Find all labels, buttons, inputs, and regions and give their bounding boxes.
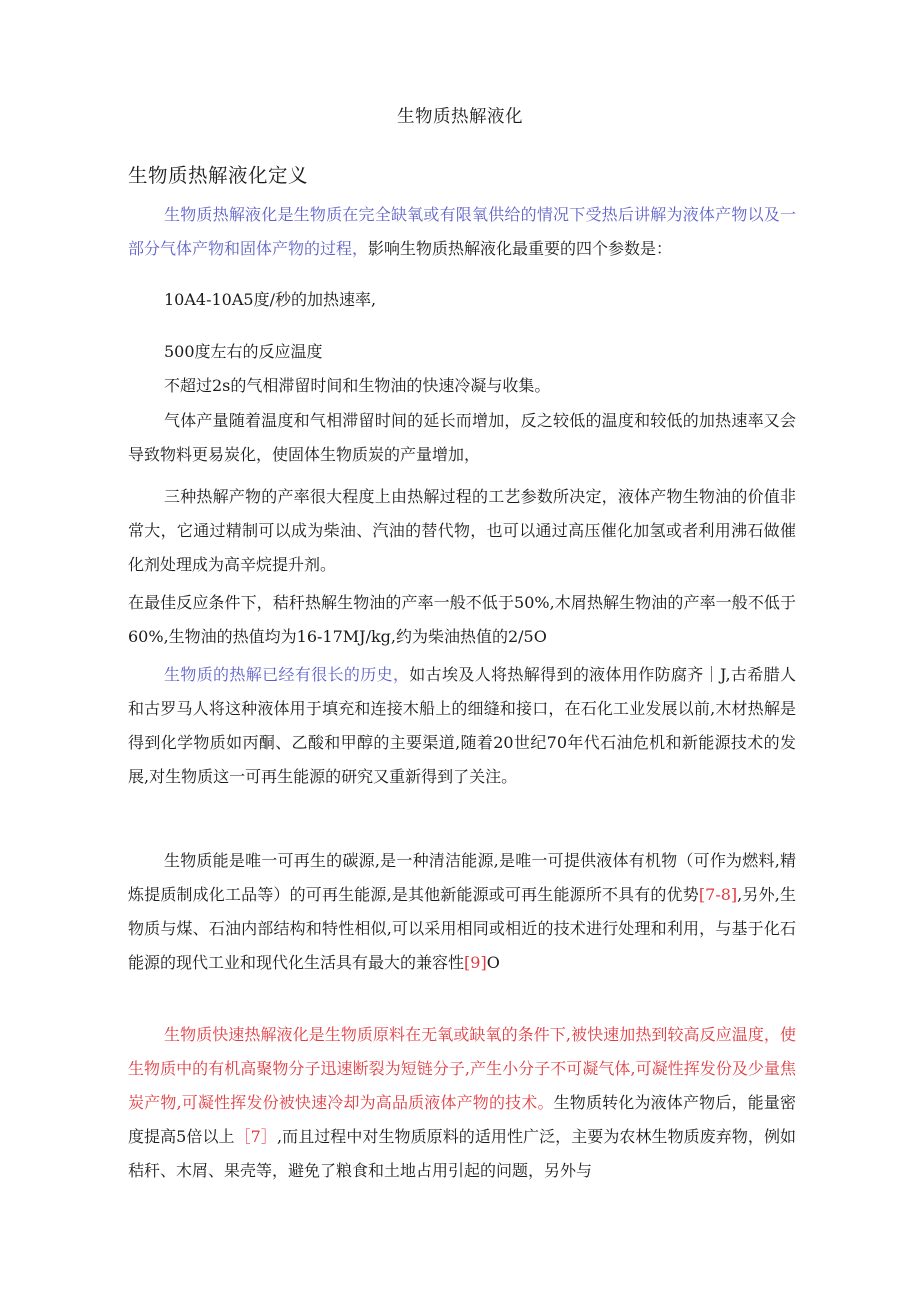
parameter-temperature: 500度左右的反应温度 <box>164 342 323 361</box>
definition-highlight: 生物质热解液化是生物质在完全缺氧或有限氧供给的情况下受热后讲解为液体产物以及一部分气体产物和固体产物的过程， <box>128 205 796 258</box>
citation-7: ［7］ <box>234 1127 277 1146</box>
parameter-heating-rate: 10A4-10A5度/秒的加热速率, <box>164 290 377 309</box>
fast-pyrolysis-text-c: ,而且过程中对生物质原料的适用性广泛，主要为农林生物质废弃物，例如秸秆、木屑、果壳等，避免了粮食和土地占用引起的问题，另外与 <box>128 1127 796 1180</box>
biomass-text-b: ,另外,生物质与煤、石油内部结构和特性相似,可以采用相同或相近的技术进行处理和利用，与基于化石能源的现代工业和现代化生活具有最大的兼容性 <box>128 885 796 972</box>
citation-7-8: [7-8] <box>698 885 738 904</box>
fast-pyrolysis-highlight: 生物质快速热解液化是生物质原料在无氧或缺氧的条件下,被快速加热到较高反应温度，使生物质中的有机高聚物分子迅速断裂为短链分子,产生小分子不可凝气体,可凝性挥发份及少量焦炭产物,可凝性挥发份被快速冷却为高品质液体产物的技术。 <box>128 1025 796 1112</box>
paragraph-fast-pyrolysis <box>128 1018 796 1188</box>
history-rest: 如古埃及人将热解得到的液体用作防腐齐｜J,古希腊人和古罗马人将这种液体用于填充和连接木船上的细缝和接口，在石化工业发展以前,木材热解是得到化学物质如丙酮、乙酸和甲醇的主要渠道,随着20世纪70年代石油危机和新能源技术的发展,对生物质这一可再生能源的研究又重新得到了关注。 <box>128 665 796 786</box>
biomass-text-c: O <box>486 953 500 972</box>
section-heading: 生物质热解液化定义 <box>128 164 309 187</box>
document-title: 生物质热解液化 <box>397 107 523 127</box>
paragraph-optimal-conditions: 在最佳反应条件下，秸秆热解生物油的产率一般不低于50%,木屑热解生物油的产率一般不低于60%,生物油的热值均为16-17MJ/kg,约为柴油热值的2/5O <box>128 593 796 646</box>
paragraph-definition <box>128 198 796 266</box>
parameter-residence-time: 不超过2s的气相滞留时间和生物油的快速冷凝与收集。 <box>164 376 551 395</box>
paragraph-biomass-energy <box>128 844 796 980</box>
history-highlight: 生物质的热解已经有很长的历史， <box>164 665 410 684</box>
paragraph-products: 三种热解产物的产率很大程度上由热解过程的工艺参数所决定，液体产物生物油的价值非常大，它通过精制可以成为柴油、汽油的替代物，也可以通过高压催化加氢或者利用沸石做催化剂处理成为高辛烷提升剂。 <box>128 487 796 574</box>
definition-rest: 影响生物质热解液化最重要的四个参数是： <box>368 239 673 258</box>
paragraph-gas-yield: 气体产量随着温度和气相滞留时间的延长而增加，反之较低的温度和较低的加热速率又会导致物料更易炭化，使固体生物质炭的产量增加， <box>128 411 796 464</box>
fast-pyrolysis-text-b: 生物质转化为液体产物后，能量密度提高5倍以上 <box>128 1093 796 1146</box>
citation-9: [9] <box>464 953 487 972</box>
paragraph-history <box>128 658 796 794</box>
biomass-text-a: 生物质能是唯一可再生的碳源,是一种清洁能源,是唯一可提供液体有机物（可作为燃料,精炼提质制成化工品等）的可再生能源,是其他新能源或可再生能源所不具有的优势 <box>128 851 796 904</box>
